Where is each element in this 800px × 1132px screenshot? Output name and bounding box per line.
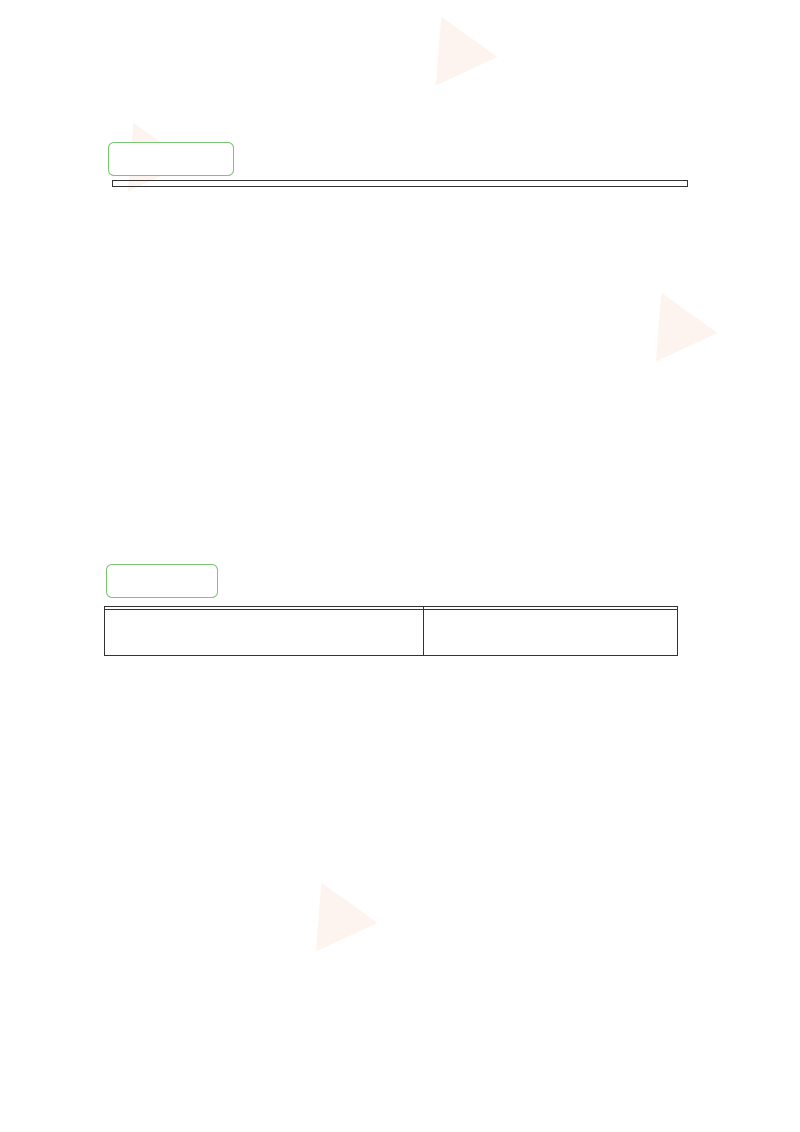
transcript-table	[104, 606, 678, 656]
section-tag-transcript	[106, 564, 218, 598]
watermark-logo	[411, 2, 498, 85]
transcript-chinese	[424, 610, 678, 656]
topic-prediction	[113, 181, 688, 187]
watermark-logo	[291, 868, 378, 951]
watermark-logo	[631, 278, 718, 361]
transcript-english	[105, 610, 424, 656]
section-tag-preview	[108, 142, 234, 176]
questions-table	[112, 180, 688, 187]
